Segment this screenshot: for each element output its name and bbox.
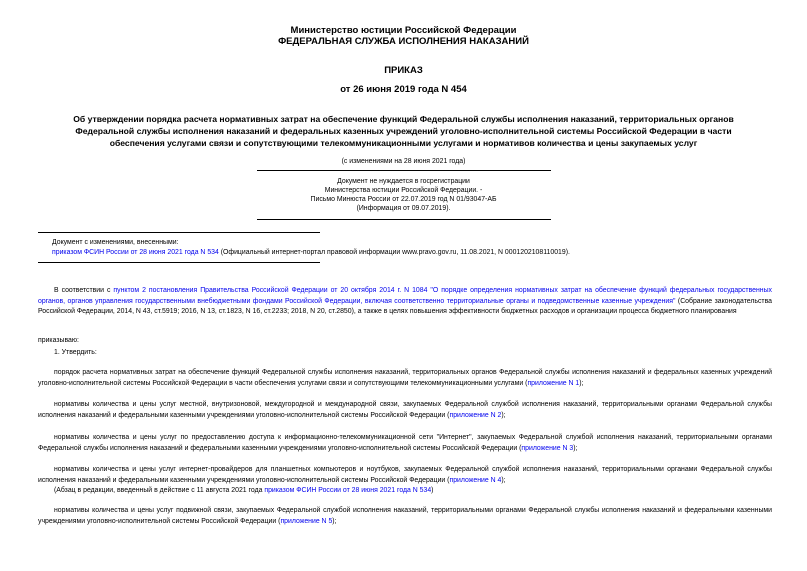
government-decree-link[interactable]: пунктом 2 постановления Правительства Российской Федерации от 20 октября 2014 г. N 1084 "О порядке определения нормативных затрат на обеспечение функций федеральных государственных органов, органов управления государственными внебюджетными фондами Российской Федерации, включая соответственно территориальные органы и подведомственные казенные учреждения" [38, 287, 773, 305]
approval-item [38, 368, 772, 389]
doc-title-line-2: Федеральной службы исполнения наказаний и федеральных казенных учреждений уголовно-исполнительной системы Российской Федерации в части [75, 126, 732, 136]
service-name: ФЕДЕРАЛЬНАЯ СЛУЖБА ИСПОЛНЕНИЯ НАКАЗАНИЙ [278, 36, 529, 47]
approval-tail: ); [579, 379, 584, 387]
approval-tail: ); [573, 444, 578, 452]
divider [38, 262, 320, 263]
amendments-rest: (Официальный интернет-портал правовой информации www.pravo.gov.ru, 11.08.2021, N 0001202108110019). [218, 249, 570, 256]
appendix-3-link[interactable]: приложение N 3 [521, 444, 574, 452]
approval-item [38, 465, 772, 486]
preamble [38, 286, 772, 318]
approval-text: порядок расчета нормативных затрат на обеспечение функций Федеральной службы исполнения наказаний, территориальных органов Федеральной службы исполнения наказаний и федеральных казенных учреждений уголовно-исполнительной системы Российской Федерации в части обеспечения услугами связи и сопутствующими телекоммуникационными услугами ( [38, 369, 772, 387]
approval-item [38, 506, 772, 527]
changes-note: (с изменениями на 28 июня 2021 года) [341, 158, 466, 165]
approval-text: нормативы количества и цены услуг подвижной связи, закупаемых Федеральной службой исполнения наказаний, территориальными органами Федеральной службы исполнения наказаний и федеральными казенными учреждениями уголовно-исполнительной системы Российской Федерации ( [38, 507, 772, 525]
ministry-name: Министерство юстиции Российской Федерации [290, 25, 517, 36]
approval-tail: ); [501, 476, 506, 484]
divider [38, 232, 320, 233]
divider [257, 170, 551, 171]
preamble-rest: (Собрание законодательства Российской Федерации, 2014, N 43, ст.5919; 2016, N 13, ст.1823, N 16, ст.2233; 2018, N 20, ст.2850), а также в целях повышения эффективности бюджетных расходов и организации процесса бюджетного планирования [38, 297, 772, 315]
preamble-lead: В соответствии с [54, 287, 114, 294]
approval-tail: ); [501, 411, 506, 419]
edit-note-lead: (Абзац в редакции, введенный в действие с 11 августа 2021 года [54, 487, 265, 494]
prikazyvayu: приказываю: [38, 337, 79, 344]
item-1: 1. Утвердить: [54, 349, 97, 356]
registration-line-1: Документ не нуждается в госрегистрации [337, 178, 470, 185]
appendix-2-link[interactable]: приложение N 2 [449, 411, 502, 419]
appendix-4-link[interactable]: приложение N 4 [449, 476, 502, 484]
registration-line-4: (Информация от 09.07.2019). [356, 205, 451, 212]
amendments-line [52, 248, 772, 257]
doc-title-line-1: Об утверждении порядка расчета нормативных затрат на обеспечение функций Федеральной службы исполнения наказаний, территориальных органов [73, 114, 734, 124]
appendix-1-link[interactable]: приложение N 1 [527, 379, 580, 387]
edit-order-link[interactable]: приказом ФСИН России от 28 июня 2021 года N 534 [264, 487, 432, 494]
approval-text: нормативы количества и цены услуг по предоставлению доступа к информационно-телекоммуникационной сети "Интернет", закупаемых Федеральной службой исполнения наказаний, территориальными органами Федеральной службы исполнения наказаний и федеральными казенными учреждениями уголовно-исполнительной системы Российской Федерации ( [38, 434, 772, 452]
approval-text: нормативы количества и цены услуг интернет-провайдеров для планшетных компьютеров и ноутбуков, закупаемых Федеральной службой исполнения наказаний, территориальными органами Федеральной службы исполнения наказаний и федеральными казенными учреждениями уголовно-исполнительной системы Российской Федерации ( [38, 466, 772, 484]
divider [257, 219, 551, 220]
approval-item [38, 433, 772, 454]
approval-item [38, 400, 772, 421]
doc-date-number: от 26 июня 2019 года N 454 [340, 84, 467, 95]
doc-title-line-3: обеспечения услугами связи и сопутствующими телекоммуникационными услугами и нормативов количества и цены закупаемых услуг [109, 138, 698, 148]
doc-type: ПРИКАЗ [384, 65, 423, 76]
amendment-order-link[interactable]: приказом ФСИН России от 28 июня 2021 года N 534 [52, 249, 219, 256]
approval-text: нормативы количества и цены услуг местной, внутризоновой, междугородной и международной связи, закупаемых Федеральной службой исполнения наказаний, территориальными органами Федеральной службы исполнения наказаний и федеральными казенными учреждениями уголовно-исполнительной системы Российской Федерации ( [38, 401, 772, 419]
registration-line-3: Письмо Минюста России от 22.07.2019 год N 01/93047-АБ [310, 196, 497, 203]
amendments-label: Документ с изменениями, внесенными: [52, 239, 179, 246]
appendix-5-link[interactable]: приложение N 5 [280, 517, 333, 525]
registration-line-2: Министерства юстиции Российской Федерации. - [324, 187, 483, 194]
edit-note [54, 486, 433, 497]
edit-note-tail: ) [431, 487, 434, 494]
approval-tail: ); [332, 517, 337, 525]
